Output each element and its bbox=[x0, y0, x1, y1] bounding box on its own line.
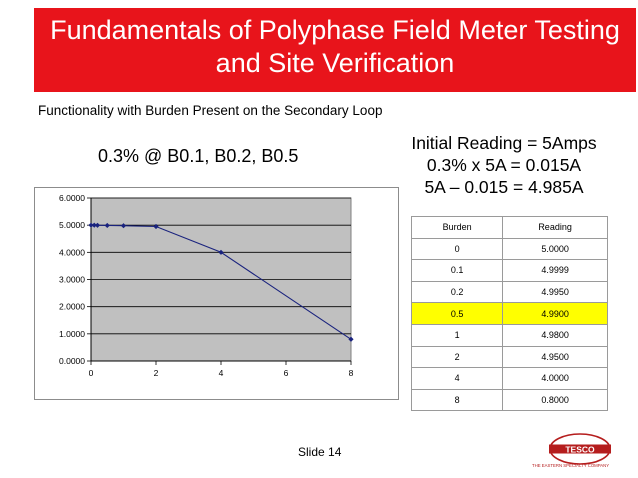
y-tick-label: 1.0000 bbox=[59, 328, 85, 339]
table-row bbox=[412, 346, 608, 368]
slide-title: Fundamentals of Polyphase Field Meter Testing and Site Verification bbox=[50, 15, 620, 78]
y-tick-label: 6.0000 bbox=[59, 193, 85, 203]
table-header-row bbox=[412, 217, 608, 239]
slide-subtitle: Functionality with Burden Present on the Secondary Loop bbox=[38, 103, 383, 118]
burden-cell: 0 bbox=[412, 238, 503, 260]
reading-cell: 4.9950 bbox=[503, 281, 608, 303]
burden-reading-table bbox=[411, 216, 608, 411]
reading-cell: 4.9999 bbox=[503, 260, 608, 282]
table-row bbox=[412, 281, 608, 303]
reading-cell: 5.0000 bbox=[503, 238, 608, 260]
slide-number: Slide 14 bbox=[298, 445, 342, 459]
x-tick-label: 4 bbox=[218, 368, 224, 378]
burden-cell: 4 bbox=[412, 368, 503, 390]
burden-cell: 8 bbox=[412, 389, 503, 411]
table-row bbox=[412, 389, 608, 411]
burden-cell: 0.2 bbox=[412, 281, 503, 303]
reading-cell: 0.8000 bbox=[503, 389, 608, 411]
burden-cell: 2 bbox=[412, 346, 503, 368]
x-tick-label: 0 bbox=[88, 368, 94, 378]
info-line-error-calc: 0.3% x 5A = 0.015A bbox=[426, 155, 582, 175]
table-row bbox=[412, 238, 608, 260]
y-tick-label: 3.0000 bbox=[59, 274, 85, 285]
line-chart bbox=[35, 188, 398, 399]
y-tick-label: 2.0000 bbox=[59, 301, 85, 312]
header-burden: Burden bbox=[412, 217, 503, 239]
table-row bbox=[412, 324, 608, 346]
logo-tagline: THE EASTERN SPECIALTY COMPANY bbox=[532, 463, 610, 468]
reading-cell: 4.9900 bbox=[503, 303, 608, 325]
burden-cell: 1 bbox=[412, 324, 503, 346]
logo-text: TESCO bbox=[565, 444, 595, 455]
chart-title: 0.3% @ B0.1, B0.2, B0.5 bbox=[98, 146, 299, 166]
x-tick-label: 2 bbox=[153, 368, 159, 378]
chart-frame bbox=[34, 187, 399, 400]
y-tick-label: 5.0000 bbox=[59, 220, 85, 231]
table-row bbox=[412, 260, 608, 282]
y-tick-label: 4.0000 bbox=[59, 247, 85, 258]
header-reading: Reading bbox=[503, 217, 608, 239]
burden-cell: 0.5 bbox=[412, 303, 503, 325]
reading-cell: 4.9500 bbox=[503, 346, 608, 368]
burden-cell: 0.1 bbox=[412, 260, 503, 282]
info-line-result: 5A – 0.015 = 4.985A bbox=[424, 177, 584, 197]
y-tick-label: 0.0000 bbox=[59, 356, 85, 366]
x-tick-label: 6 bbox=[283, 368, 289, 378]
reading-cell: 4.9800 bbox=[503, 324, 608, 346]
table-row bbox=[412, 368, 608, 390]
info-line-initial-reading: Initial Reading = 5Amps bbox=[411, 133, 597, 153]
info-block bbox=[400, 132, 608, 198]
reading-cell: 4.0000 bbox=[503, 368, 608, 390]
x-tick-label: 8 bbox=[348, 368, 354, 378]
table-row-highlighted bbox=[412, 303, 608, 325]
